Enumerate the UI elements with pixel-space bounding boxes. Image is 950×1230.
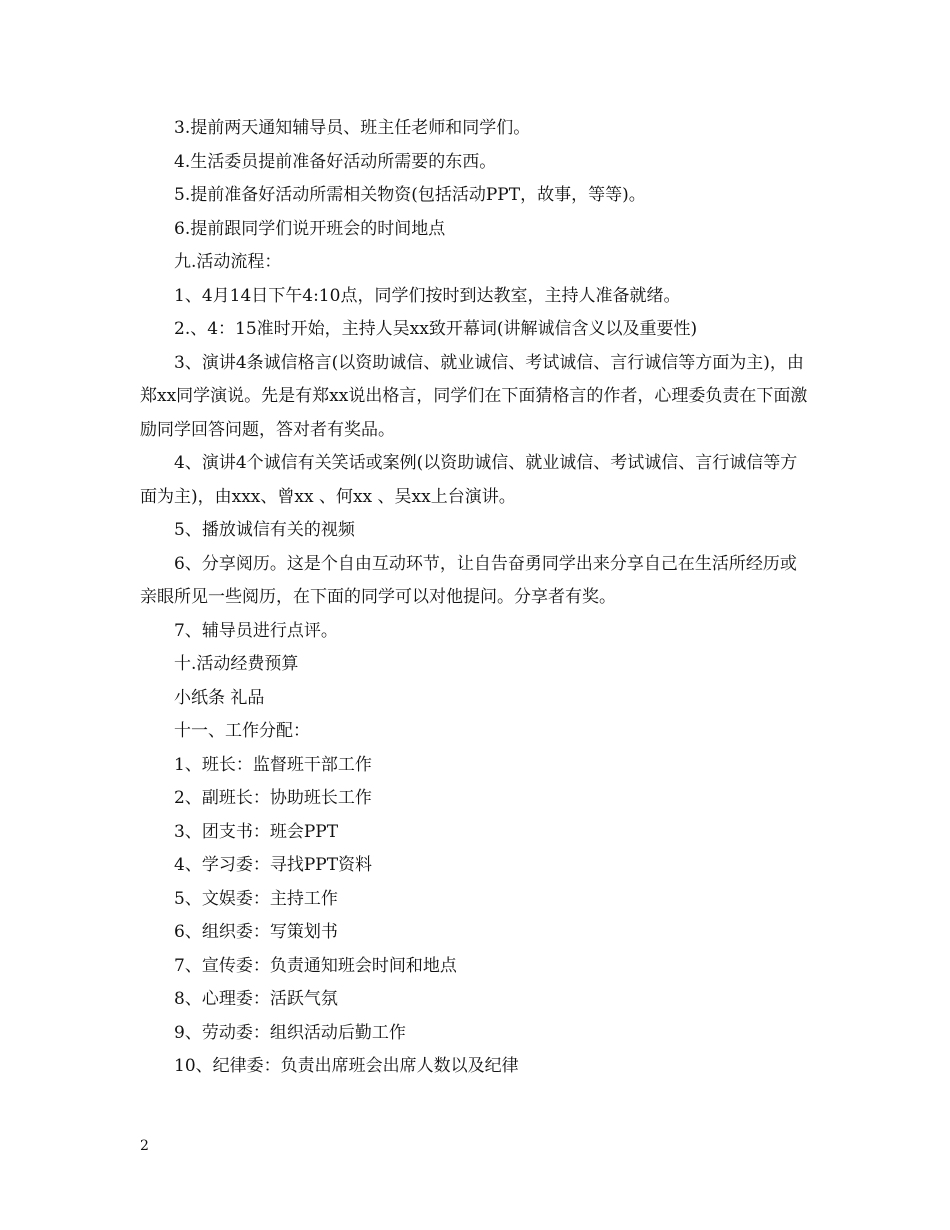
paragraph-process-6: 6、分享阅历。这是个自由互动环节，让自告奋勇同学出来分享自己在生活所经历或亲眼所见一些阅历，在下面的同学可以对他提问。分享者有奖。 — [140, 553, 797, 607]
list-item: 2、副班长：协助班长工作 — [174, 788, 372, 808]
paragraph-process-2: 2.、4：15准时开始，主持人吴xx致开幕词(讲解诚信含义以及重要性) — [174, 319, 698, 339]
section-heading-budget: 十.活动经费预算 — [174, 654, 299, 674]
list-item: 7、宣传委：负责通知班会时间和地点 — [174, 955, 457, 976]
list-item: 5、文娱委：主持工作 — [174, 888, 338, 909]
page-number: 2 — [140, 1138, 149, 1154]
paragraph-process-7: 7、辅导员进行点评。 — [174, 620, 338, 641]
paragraph-process-5: 5、播放诚信有关的视频 — [174, 520, 355, 540]
paragraph-process-4: 4、演讲4个诚信有关笑话或案例(以资助诚信、就业诚信、考试诚信、言行诚信等方面为主)，由xxx、曾xx 、何xx 、吴xx上台演讲。 — [140, 453, 798, 507]
paragraph-process-1: 1、4月14日下午4:10点，同学们按时到达教室，主持人准备就绪。 — [174, 285, 681, 306]
paragraph-prep-4: 4.生活委员提前准备好活动所需要的东西。 — [174, 151, 497, 172]
paragraph-prep-3: 3.提前两天通知辅导员、班主任老师和同学们。 — [174, 118, 531, 138]
paragraph-budget-items: 小纸条 礼品 — [174, 687, 265, 708]
list-item: 6、组织委：写策划书 — [174, 922, 338, 942]
section-heading-process: 九.活动流程： — [174, 252, 282, 272]
paragraph-process-3: 3、演讲4条诚信格言(以资助诚信、就业诚信、考试诚信、言行诚信等方面为主)，由郑xx同学演说。先是有郑xx说出格言，同学们在下面猜格言的作者，心理委负责在下面激励同学回答问题，答对者有奖品。 — [140, 352, 808, 440]
list-item: 3、团支书：班会PPT — [174, 821, 339, 842]
section-heading-assignments: 十一、工作分配： — [174, 721, 310, 741]
list-item: 8、心理委：活跃气氛 — [174, 989, 338, 1009]
list-item: 9、劳动委：组织活动后勤工作 — [174, 1022, 406, 1043]
paragraph-prep-6: 6.提前跟同学们说开班会的时间地点 — [174, 218, 446, 239]
paragraph-prep-5: 5.提前准备好活动所需相关物资(包括活动PPT，故事，等等)。 — [174, 185, 646, 205]
list-item: 4、学习委：寻找PPT资料 — [174, 855, 373, 875]
list-item: 1、班长：监督班干部工作 — [174, 754, 372, 775]
list-item: 10、纪律委：负责出席班会出席人数以及纪律 — [174, 1056, 519, 1076]
document-body — [140, 112, 812, 1084]
